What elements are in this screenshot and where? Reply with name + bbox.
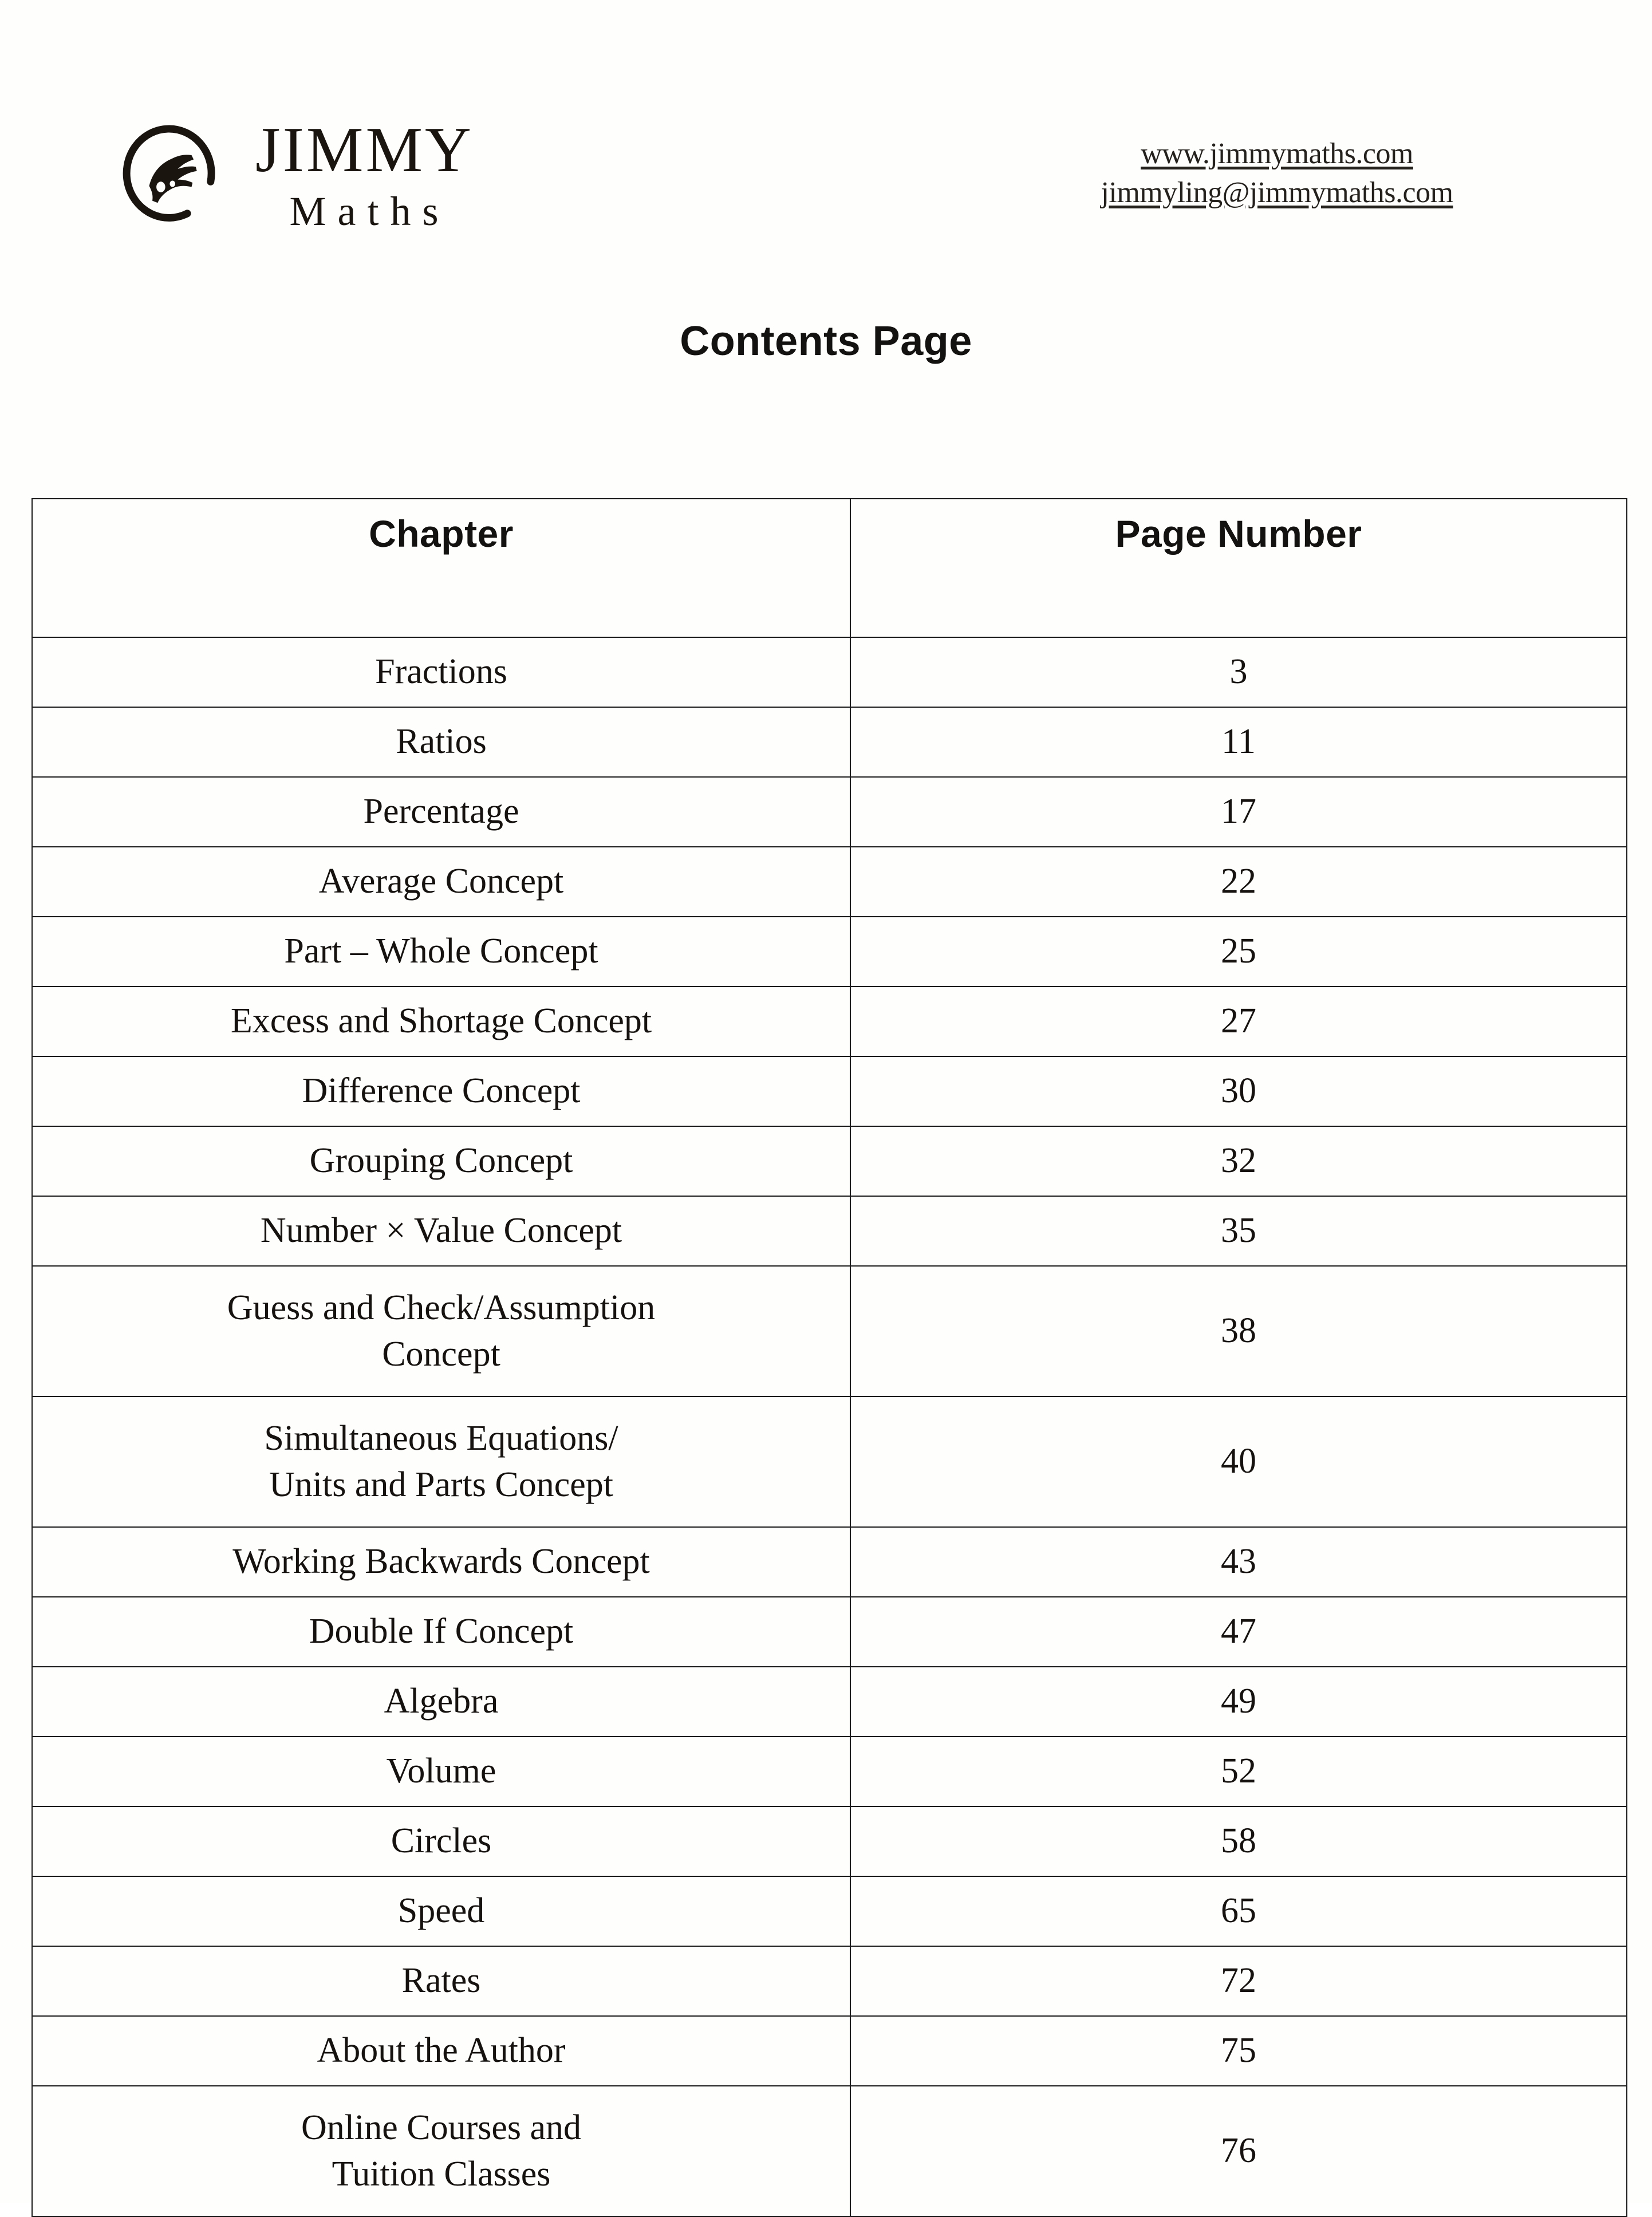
table-row[interactable] <box>32 1397 1627 1527</box>
chapter-cell: About the Author <box>32 2016 850 2086</box>
brand-title: JIMMY <box>255 115 474 186</box>
chapter-cell: Difference Concept <box>32 1056 850 1126</box>
page-header <box>0 0 1652 269</box>
page-number-cell: 38 <box>850 1266 1627 1397</box>
chapter-cell: Number × Value Concept <box>32 1196 850 1266</box>
contents-table <box>31 498 1627 2217</box>
website-link[interactable]: www.jimmymaths.com <box>1141 137 1413 170</box>
table-row[interactable] <box>32 1126 1627 1196</box>
chapter-cell <box>32 1397 850 1527</box>
chapter-cell: Excess and Shortage Concept <box>32 987 850 1056</box>
table-row[interactable] <box>32 2016 1627 2086</box>
email-link[interactable]: jimmyling@jimmymaths.com <box>1101 176 1453 209</box>
chapter-cell <box>32 2086 850 2216</box>
chapter-cell: Part – Whole Concept <box>32 917 850 987</box>
page-number-cell: 30 <box>850 1056 1627 1126</box>
page-number-cell: 40 <box>850 1397 1627 1527</box>
table-row[interactable] <box>32 1597 1627 1667</box>
table-row[interactable] <box>32 987 1627 1056</box>
brand-lockup <box>117 115 474 235</box>
page-number-cell: 27 <box>850 987 1627 1056</box>
page-number-cell: 22 <box>850 847 1627 917</box>
page-number-cell: 58 <box>850 1806 1627 1876</box>
table-row[interactable] <box>32 1266 1627 1397</box>
table-row[interactable] <box>32 847 1627 917</box>
page-number-cell: 65 <box>850 1876 1627 1946</box>
table-row[interactable] <box>32 1527 1627 1597</box>
chapter-cell: Fractions <box>32 637 850 707</box>
table-row[interactable] <box>32 1946 1627 2016</box>
chapter-cell: Percentage <box>32 777 850 847</box>
page-title: Contents Page <box>680 318 972 364</box>
table-header-row <box>32 499 1627 637</box>
table-row[interactable] <box>32 1056 1627 1126</box>
table-row[interactable] <box>32 637 1627 707</box>
page-number-cell: 11 <box>850 707 1627 777</box>
table-row[interactable] <box>32 1737 1627 1806</box>
table-row[interactable] <box>32 1876 1627 1946</box>
contents-table-body <box>32 637 1627 2216</box>
chapter-line: Units and Parts Concept <box>269 1465 613 1504</box>
page-number-cell: 32 <box>850 1126 1627 1196</box>
page-number-cell: 17 <box>850 777 1627 847</box>
column-header-chapter: Chapter <box>32 499 850 637</box>
page-number-cell: 25 <box>850 917 1627 987</box>
page-number-cell: 35 <box>850 1196 1627 1266</box>
table-row[interactable] <box>32 1196 1627 1266</box>
table-row[interactable] <box>32 917 1627 987</box>
page-number-cell: 52 <box>850 1737 1627 1806</box>
chapter-line: Guess and Check/Assumption <box>227 1288 656 1328</box>
chapter-cell: Rates <box>32 1946 850 2016</box>
page-number-cell: 76 <box>850 2086 1627 2216</box>
table-row[interactable] <box>32 707 1627 777</box>
table-row[interactable] <box>32 2086 1627 2216</box>
chapter-cell: Average Concept <box>32 847 850 917</box>
page-number-cell: 72 <box>850 1946 1627 2016</box>
chapter-cell <box>32 1266 850 1397</box>
chapter-cell: Ratios <box>32 707 850 777</box>
page-number-cell: 49 <box>850 1667 1627 1737</box>
chapter-cell: Grouping Concept <box>32 1126 850 1196</box>
page-number-cell: 3 <box>850 637 1627 707</box>
chapter-cell: Working Backwards Concept <box>32 1527 850 1597</box>
table-row[interactable] <box>32 1806 1627 1876</box>
circle-hand-emblem-icon <box>117 120 223 229</box>
chapter-cell: Circles <box>32 1806 850 1876</box>
brand-wordmark <box>255 115 474 235</box>
chapter-line: Tuition Classes <box>332 2155 551 2194</box>
chapter-cell: Algebra <box>32 1667 850 1737</box>
page-number-cell: 47 <box>850 1597 1627 1667</box>
page-number-cell: 43 <box>850 1527 1627 1597</box>
page-number-cell: 75 <box>850 2016 1627 2086</box>
chapter-cell: Speed <box>32 1876 850 1946</box>
chapter-line: Online Courses and <box>301 2108 582 2148</box>
contents-table-container <box>31 498 1626 2217</box>
column-header-page-number: Page Number <box>850 499 1627 637</box>
table-row[interactable] <box>32 1667 1627 1737</box>
chapter-cell: Volume <box>32 1737 850 1806</box>
contact-block <box>1019 135 1535 212</box>
chapter-cell: Double If Concept <box>32 1597 850 1667</box>
chapter-line: Simultaneous Equations/ <box>264 1419 618 1458</box>
brand-subtitle: Maths <box>289 188 450 235</box>
table-row[interactable] <box>32 777 1627 847</box>
chapter-line: Concept <box>382 1335 500 1374</box>
